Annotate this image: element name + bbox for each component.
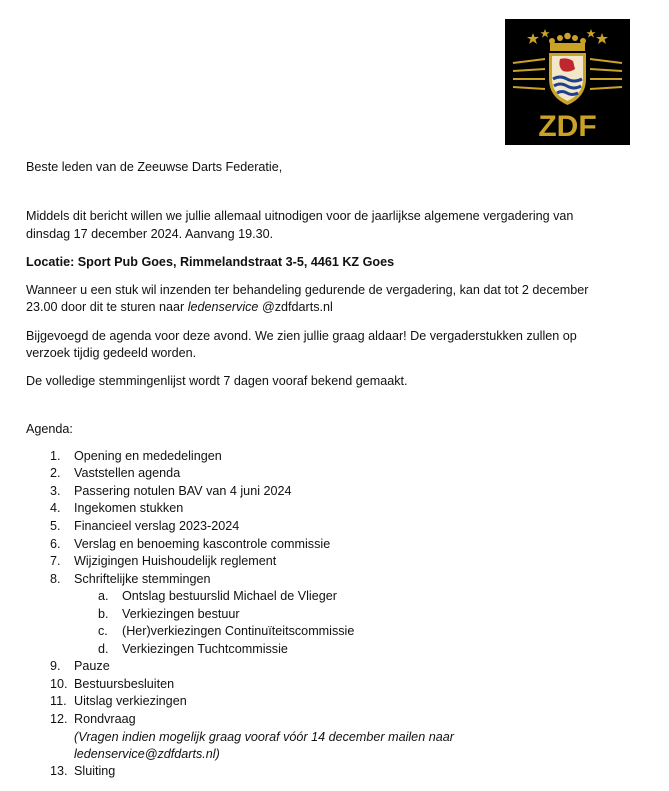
agenda-item [50,571,210,589]
greeting: Beste leden van de Zeeuwse Darts Federatie, [26,160,283,174]
agenda-sub-item-label: Ontslag bestuurslid Michael de Vlieger [122,589,337,603]
agenda-item-number: 8. [50,572,61,586]
intro-line-1: Middels dit bericht willen we jullie allemaal uitnodigen voor de jaarlijkse algemene vergadering van [26,209,574,223]
agenda-item-label: Wijzigingen Huishoudelijk reglement [74,554,277,568]
agenda-item [50,763,115,781]
agenda-item-number: 2. [50,466,61,480]
voting-list-line: De volledige stemmingenlijst wordt 7 dagen vooraf bekend gemaakt. [26,374,408,388]
agenda-item-number: 13. [50,764,68,778]
agenda-item [50,483,292,501]
agenda-sub-item-letter: b. [98,607,109,621]
rondvraag-note-line-1: (Vragen indien mogelijk graag vooraf vóór 14 december mailen naar [74,730,454,744]
agenda-item [50,448,222,466]
zdf-crest-icon [505,19,630,145]
attached-line-2: verzoek tijdig gedeeld worden. [26,346,197,360]
agenda-sub-item [98,606,240,624]
agenda-item-number: 6. [50,537,61,551]
agenda-sub-item-label: Verkiezingen Tuchtcommissie [122,642,288,656]
agenda-item-number: 10. [50,677,68,691]
agenda-item [50,658,110,676]
agenda-sub-item-label: Verkiezingen bestuur [122,607,240,621]
agenda-item-label: Verslag en benoeming kascontrole commissie [74,537,331,551]
agenda-item-label: Rondvraag [74,712,136,726]
agenda-item-number: 12. [50,712,68,726]
submit-line-1: Wanneer u een stuk wil inzenden ter behandeling gedurende de vergadering, kan dat tot 2 december [26,283,589,297]
agenda-item [50,536,330,554]
logo-text: ZDF [538,110,597,143]
agenda-item-number: 5. [50,519,61,533]
submit-line-2-text: 23.00 door dit te sturen naar [26,300,188,314]
agenda-item [50,500,183,518]
agenda-item-number: 9. [50,659,61,673]
zdf-logo [505,19,630,145]
agenda-item-label: Uitslag verkiezingen [74,694,187,708]
agenda-sub-item [98,623,354,641]
location-line: Locatie: Sport Pub Goes, Rimmelandstraat 3-5, 4461 KZ Goes [26,255,395,269]
agenda-item-label: Opening en mededelingen [74,449,222,463]
agenda-item [50,465,180,483]
agenda-item-label: Passering notulen BAV van 4 juni 2024 [74,484,292,498]
attached-line-1: Bijgevoegd de agenda voor deze avond. We zien jullie graag aldaar! De vergaderstukken zullen op [26,329,577,343]
agenda-item-label: Bestuursbesluiten [74,677,175,691]
agenda-item-label: Ingekomen stukken [74,501,184,515]
submit-line-2 [26,299,638,317]
agenda-item-number: 4. [50,501,61,515]
agenda-item-number: 11. [50,694,67,708]
agenda-heading: Agenda: [26,422,73,436]
agenda-item-number: 3. [50,484,61,498]
agenda-item-label: Schriftelijke stemmingen [74,572,211,586]
agenda-item-number: 1. [50,449,61,463]
agenda-item-label: Pauze [74,659,110,673]
agenda-item-label: Sluiting [74,764,116,778]
agenda-item [50,693,187,711]
agenda-item [50,676,174,694]
agenda-item-label: Financieel verslag 2023-2024 [74,519,240,533]
intro-line-2: dinsdag 17 december 2024. Aanvang 19.30. [26,227,274,241]
agenda-item [50,553,276,571]
agenda-sub-item-letter: a. [98,589,109,603]
agenda-item-label: Vaststellen agenda [74,466,181,480]
agenda-sub-item [98,641,288,659]
agenda-item [50,711,136,729]
agenda-item-number: 7. [50,554,61,568]
agenda-sub-item-letter: c. [98,624,108,638]
agenda-sub-item [98,588,337,606]
rondvraag-note-line-2: ledenservice@zdfdarts.nl) [74,747,220,761]
submit-email-domain: @zdfdarts.nl [258,300,333,314]
agenda-sub-item-letter: d. [98,642,109,656]
submit-email-user: ledenservice [187,300,259,314]
agenda-item [50,518,239,536]
agenda-sub-item-label: (Her)verkiezingen Continuïteitscommissie [122,624,355,638]
